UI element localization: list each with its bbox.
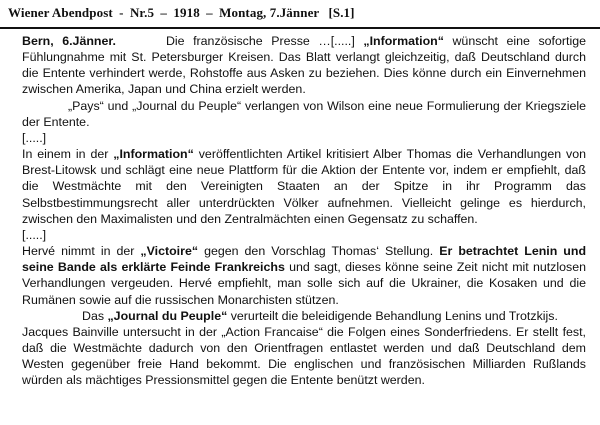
omission-marker-2: [.....] [22,227,47,242]
dateline: Bern, 6.Jänner. [22,34,116,48]
paragraph-6: Jacques Bainville untersucht in der „Action Francaise“ die Folgen eines Sonderfriedens. Er stellt fest, daß die Westmächte dadurch von den Orientfragen entlastet werden und daß Deutschland dem Westen gegenüber freie Hand bekommt. Die englischen und französischen Milliarden Rußlands würden als mächtiges Pressionsmittel gegen die Entente benützt werden. [22,324,586,388]
masthead: Wiener Abendpost - Nr.5 – 1918 – Montag, 7.Jänner [S.1] [8,5,355,20]
article-body [22,33,586,388]
page-number: [S.1] [328,5,355,20]
header-divider [0,27,600,29]
paragraph-3: In einem in der „Information“ veröffentlichten Artikel kritisiert Alber Thomas die Verhandlungen von Brest-Litowsk und schlägt eine neue Plattform für die Aktion der Entente vor, indem er empfiehlt, daß die Westmächte mit den Vereinigten Staaten an der Spitze in ihr Programm das Selbstbestimmungsrecht aller unterdrückten Völker aufnehmen. Vielleicht gelinge es hierdurch, zwischen den Maximalisten und den Zentralmächten einen Gegensatz zu schaffen. [22,147,586,226]
paragraph-5: Das „Journal du Peuple“ verurteilt die beleidigende Behandlung Lenins und Trotzkijs. [82,308,558,323]
emphasized-statement: Er betrachtet Lenin und seine Bande als erklärte Feinde Frankreichs [22,244,587,275]
paragraph-2: „Pays“ und „Journal du Peuple“ verlangen von Wilson eine neue Formulierung der Kriegsziele der Entente. [22,98,586,129]
newspaper-name: Wiener Abendpost [8,5,113,20]
paragraph-4: Hervé nimmt in der „Victoire“ gegen den Vorschlag Thomas‘ Stellung. Er betrachtet Lenin und seine Bande als erklärte Feinde Frankreichs und sagt, dieses könne seine Zeit nicht mit nutzlosen Verhandlungen vergeuden. Hervé empfiehlt, man solle sich auf die Ukrainer, die Kosaken und die Rumänen sowie auf die russischen Monarchisten stützen. [22,244,587,307]
issue-date: Montag, 7.Jänner [219,5,320,20]
issue-number: Nr.5 [129,5,155,20]
omission-marker-1: [.....] [22,130,47,145]
paragraph-1: Bern, 6.Jänner. Die französische Presse …[.....] „Information“ wünscht eine sofortige Fühlungnahme mit St. Petersburger Kreisen. Das Blatt verlangt gleichzeitig, daß Deutschland durch die Entente verhindert werde, Rohstoffe aus Asken zu beziehen. Dies könne durch ein Einvernehmen zwischen Amerika, Japan und China erzielt werden. [22,34,586,97]
issue-year: 1918 [173,5,200,20]
